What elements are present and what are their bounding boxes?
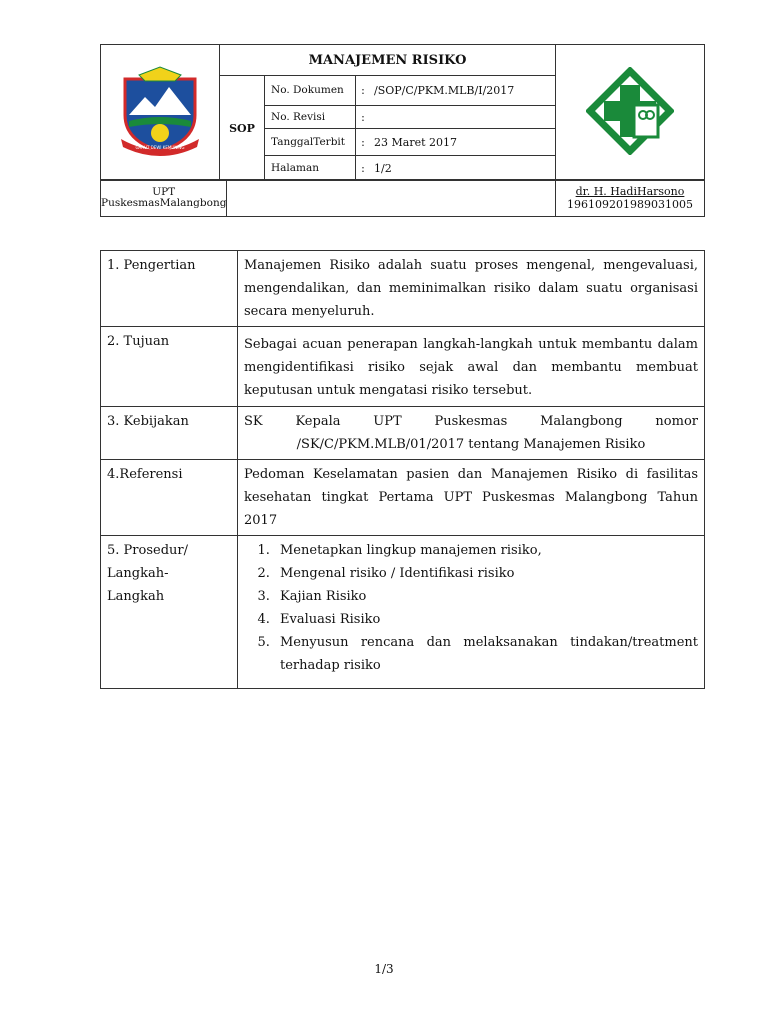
section-steps-prosedur (238, 536, 705, 689)
list-item: 2. Mengenal risiko / Identifikasi risiko (274, 562, 698, 585)
sop-content-table (100, 250, 705, 689)
procedure-step-list (244, 539, 698, 677)
issue-date-value: 23 Maret 2017 (370, 129, 556, 156)
page-value: 1/2 (370, 156, 556, 181)
signature-block (556, 180, 705, 217)
section-text-kebijakan: SK Kepala UPT Puskesmas Malangbong nomor /SK/C/PKM.MLB/01/2017 tentang Manajemen Risiko (238, 407, 705, 460)
sop-header-footer-row (100, 179, 705, 217)
organization-name: UPT PuskesmasMalangbong (101, 180, 227, 217)
signer-nip: 196109201989031005 (567, 198, 693, 211)
doc-number-label: No. Dokumen (265, 76, 356, 106)
revision-value (370, 106, 556, 129)
garut-emblem-icon (117, 65, 203, 157)
sop-header-table: GARUT DEWI KEMUNING MANAJEMEN RISIKO SOP No. Dokumen : /SOP/C/PKM.MLB/I/2017 No. Revisi : TanggalTerbit : 23 Maret 2017 Halaman : 1/2 (100, 44, 705, 181)
section-key-referensi: 4.Referensi (101, 460, 238, 536)
list-item: 3. Kajian Risiko (274, 585, 698, 608)
puskesmas-logo-icon (586, 67, 674, 155)
section-key-pengertian: 1. Pengertian (101, 251, 238, 327)
document-title: MANAJEMEN RISIKO (220, 45, 556, 76)
section-text-tujuan: Sebagai acuan penerapan langkah-langkah untuk membantu dalam mengidentifikasi risiko sejak awal dan membantu membuat keputusan untuk mengatasi risiko tersebut. (238, 327, 705, 407)
section-key-kebijakan: 3. Kebijakan (101, 407, 238, 460)
list-item: 1. Menetapkan lingkup manajemen risiko, (274, 539, 698, 562)
revision-label: No. Revisi (265, 106, 356, 129)
list-item: 5. Menyusun rencana dan melaksanakan tindakan/treatment terhadap risiko (274, 631, 698, 677)
sop-label: SOP (220, 76, 265, 181)
section-text-pengertian: Manajemen Risiko adalah suatu proses mengenal, mengevaluasi, mengendalikan, dan meminimalkan risiko dalam suatu organisasi secara menyeluruh. (238, 251, 705, 327)
page-label: Halaman (265, 156, 356, 181)
doc-number-value: /SOP/C/PKM.MLB/I/2017 (370, 76, 556, 106)
issue-date-label: TanggalTerbit (265, 129, 356, 156)
section-key-prosedur: 5. Prosedur/ Langkah- Langkah (101, 536, 238, 689)
logo-right-cell (556, 45, 705, 181)
list-item: 4. Evaluasi Risiko (274, 608, 698, 631)
section-text-referensi: Pedoman Keselamatan pasien dan Manajemen Risiko di fasilitas kesehatan tingkat Pertama UPT Puskesmas Malangbong Tahun 2017 (238, 460, 705, 536)
emblem-ribbon-text: GARUT DEWI KEMUNING (135, 145, 185, 150)
section-key-tujuan: 2. Tujuan (101, 327, 238, 407)
logo-left-cell (101, 45, 220, 181)
page-number: 1/3 (374, 962, 394, 976)
signer-name: dr. H. HadiHarsono (575, 185, 685, 198)
